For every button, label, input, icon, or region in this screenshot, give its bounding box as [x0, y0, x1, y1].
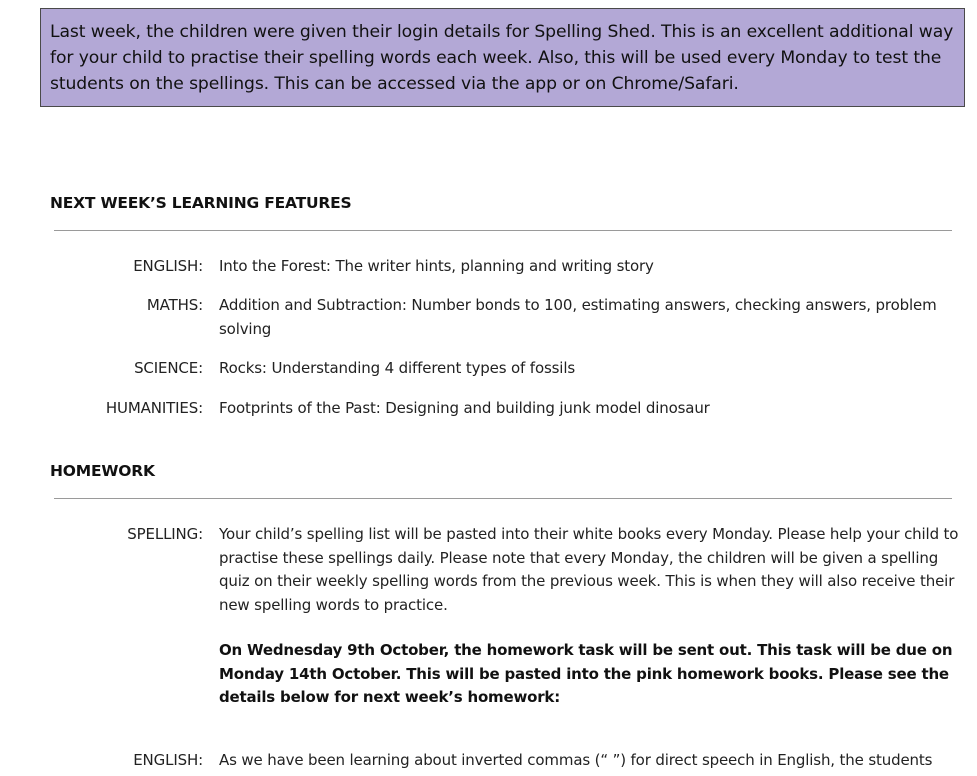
homework-due-notice: On Wednesday 9th October, the homework task will be sent out. This task will be due on Monday 14th October. This will be pasted into the pink homework books. Please see the details below for next week’s homework: — [219, 641, 953, 706]
subject-label: SCIENCE: — [134, 359, 203, 377]
homework-label: SPELLING: — [127, 525, 203, 543]
subject-text: Footprints of the Past: Designing and building junk model dinosaur — [219, 399, 710, 417]
subject-text: Rocks: Understanding 4 different types of fossils — [219, 359, 575, 377]
subject-label: MATHS: — [146, 296, 203, 314]
notice-text: Last week, the children were given their login details for Spelling Shed. This is an excellent additional way for your child to practise their spelling words each week. Also, this will be used every Monday to test the students on the spellings. This can be accessed via the app or on Chrome/Safari. — [50, 22, 954, 94]
learning-divider — [54, 230, 952, 231]
subject-label: HUMANITIES: — [105, 399, 203, 417]
spelling-shed-notice — [40, 8, 965, 107]
subject-text: Addition and Subtraction: Number bonds to 100, estimating answers, checking answers, problem solving — [219, 296, 937, 338]
homework-heading: HOMEWORK — [50, 462, 155, 480]
homework-text: Your child’s spelling list will be pasted into their white books every Monday. Please help your child to practise these spellings daily. Please note that every Monday, the children will be given a spelling quiz on their weekly spelling words from the previous week. This is when they will also receive their new spelling words to practice. — [219, 525, 959, 614]
homework-text: As we have been learning about inverted commas (“ ”) for direct speech in English, the students — [219, 751, 933, 769]
subject-text: Into the Forest: The writer hints, planning and writing story — [219, 257, 654, 275]
subject-label: ENGLISH: — [133, 257, 203, 275]
learning-features-heading: NEXT WEEK’S LEARNING FEATURES — [50, 194, 352, 212]
homework-label: ENGLISH: — [133, 751, 203, 769]
homework-divider — [54, 498, 952, 499]
